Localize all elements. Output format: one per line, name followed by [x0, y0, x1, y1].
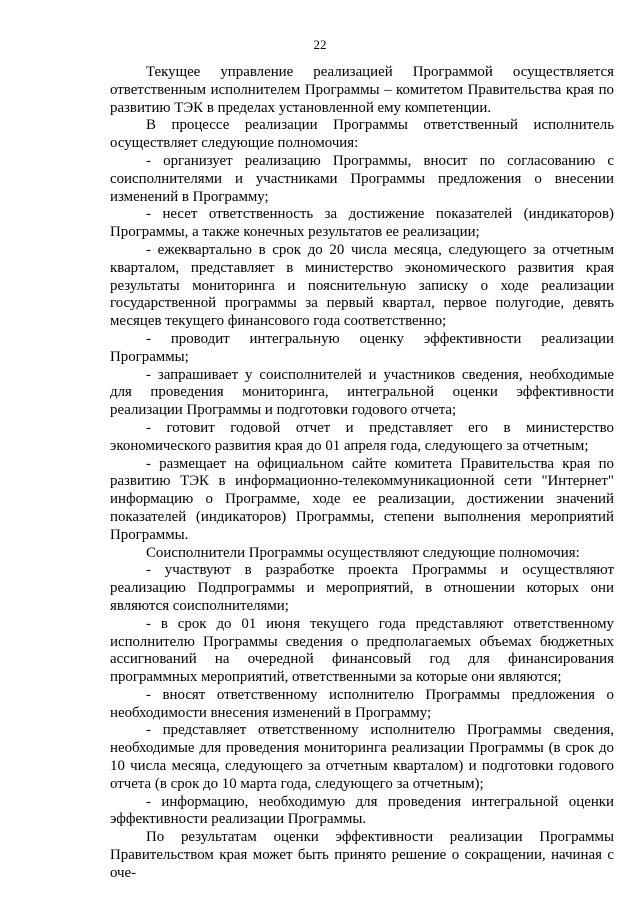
paragraph-co-executors-intro: Соисполнители Программы осуществляют следующие полномочия: [146, 544, 580, 561]
list-item-proposals: - вносят ответственному исполнителю Программы предложения о необходимости внесения изменений в Программу; [110, 686, 614, 721]
list-item-organizes: - организует реализацию Программы, вносит по согласованию с соисполнителями и участниками Программы предложения о внесении изменений в Программу; [110, 152, 614, 205]
body-text [110, 64, 614, 883]
list-item-integral-assessment: - проводит интегральную оценку эффективности реализации Программы; [110, 330, 614, 365]
list-item-requests-info: - запрашивает у соисполнителей и участников сведения, необходимые для проведения мониторинга, интегральной оценки эффективности реализации Программы и подготовки годового отчета; [110, 366, 614, 419]
paragraph-evaluation-results: По результатам оценки эффективности реализации Программы Правительством края может быть принято решение о сокращении, начиная с оче- [110, 829, 614, 881]
paragraph-executor-powers-intro: В процессе реализации Программы ответственный исполнитель осуществляет следующие полномочия: [110, 117, 614, 152]
paragraph-management: Текущее управление реализацией Программой осуществляется ответственным исполнителем Программы – комитетом Правительства края по развитию ТЭК в пределах установленной ему компетенции. [110, 64, 614, 116]
list-item-participate: - участвуют в разработке проекта Программы и осуществляют реализацию Подпрограммы и мероприятий, в отношении которых они являются соисполнителями; [110, 562, 614, 614]
list-item-monitoring-info: - представляет ответственному исполнителю Программы сведения, необходимые для проведения мониторинга реализации Программы (в срок до 10 числа месяца, следующего за отчетным кварталом) и подготовки годового отчета (в срок до 10 марта года, следующего за отчетным); [110, 722, 614, 792]
list-item-quarterly-report: - ежеквартально в срок до 20 числа месяца, следующего за отчетным кварталом, представляет в министерство экономического развития края результаты мониторинга и пояснительную записку о ходе реализации государственной программы за первый квартал, первое полугодие, девять месяцев текущего финансового года соответственно; [110, 241, 614, 330]
page-number: 22 [313, 37, 327, 52]
list-item-responsibility: - несет ответственность за достижение показателей (индикаторов) Программы, а также конечных результатов ее реализации; [110, 206, 614, 241]
list-item-budget-info: - в срок до 01 июня текущего года представляют ответственному исполнителю Программы сведения о предполагаемых объемах бюджетных ассигнований на очередной финансовый год для финансирования программных мероприятий, ответственными за которые они являются; [110, 615, 614, 686]
list-item-assessment-info: - информацию, необходимую для проведения интегральной оценки эффективности реализации Программы. [110, 793, 614, 828]
list-item-publishes-info: - размещает на официальном сайте комитета Правительства края по развитию ТЭК в информационно-телекоммуникационной сети "Интернет" информацию о Программе, ходе ее реализации, достижении значений показателей (индикаторов) Программы, степени выполнения мероприятий Программы. [110, 455, 614, 543]
list-item-annual-report: - готовит годовой отчет и представляет его в министерство экономического развития края до 01 апреля года, следующего за отчетным; [110, 419, 614, 454]
